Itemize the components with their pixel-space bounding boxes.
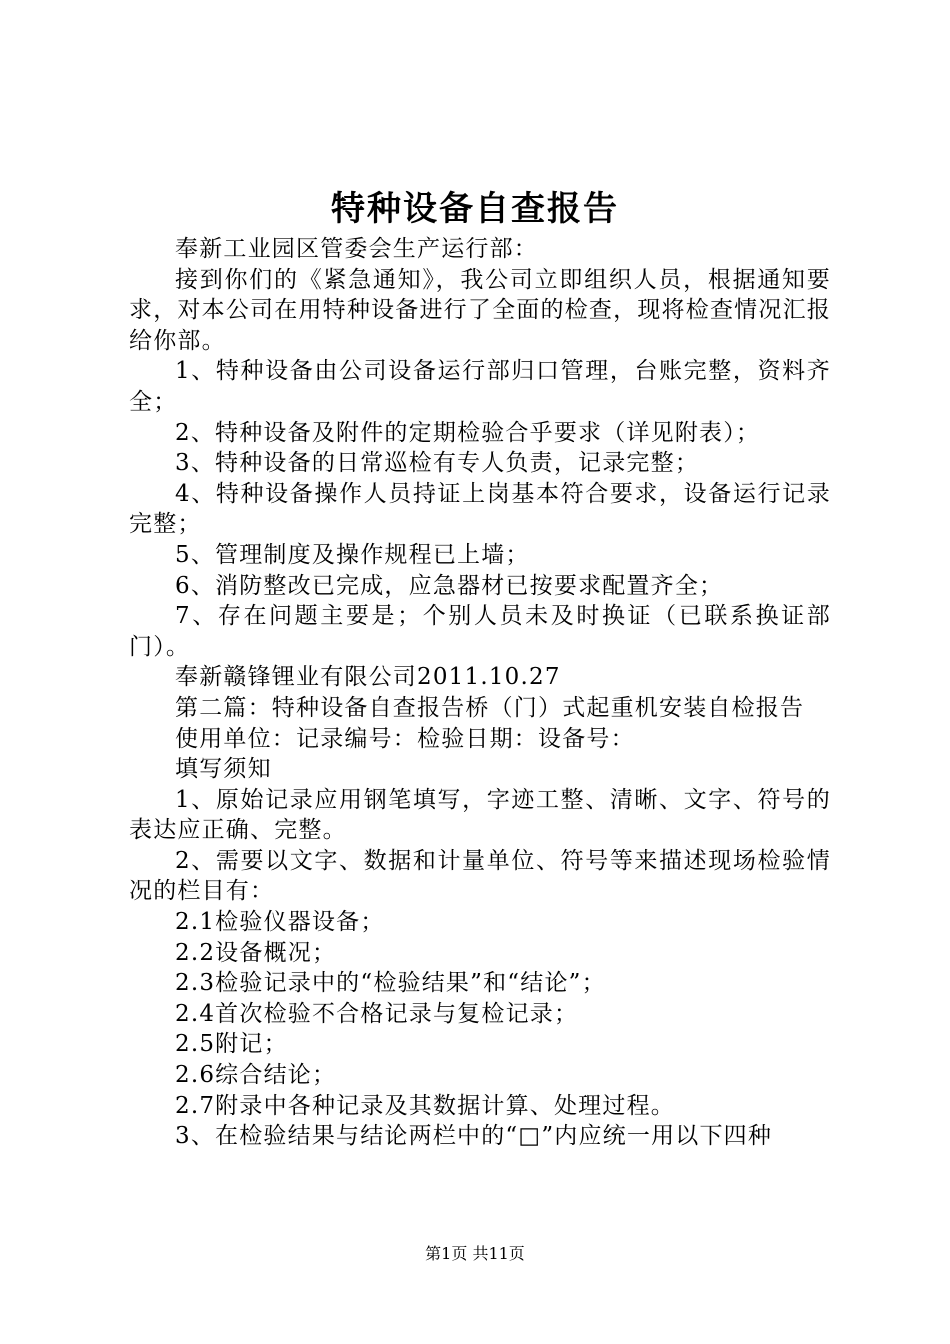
paragraph: 填写须知 bbox=[175, 756, 272, 783]
paragraph: 第二篇：特种设备自查报告桥（门）式起重机安装自检报告 bbox=[175, 694, 805, 721]
paragraph: 5、管理制度及操作规程已上墙； bbox=[175, 541, 530, 568]
paragraph: 3、特种设备的日常巡检有专人负责，记录完整； bbox=[175, 450, 700, 477]
paragraph: 6、消防整改已完成，应急器材已按要求配置齐全； bbox=[175, 572, 724, 599]
paragraph: 2.6综合结论； bbox=[175, 1062, 337, 1089]
document-body bbox=[129, 234, 831, 1152]
paragraph: 7、存在问题主要是；个别人员未及时换证（已联系换证部门）。 bbox=[129, 603, 831, 660]
document-title: 特种设备自查报告 bbox=[331, 189, 619, 229]
paragraph: 2.3检验记录中的“检验结果”和“结论”； bbox=[175, 970, 606, 997]
paragraph: 1、特种设备由公司设备运行部归口管理，台账完整，资料齐全； bbox=[129, 358, 831, 415]
paragraph: 使用单位：记录编号：检验日期：设备号： bbox=[175, 725, 635, 752]
paragraph: 2.7附录中各种记录及其数据计算、处理过程。 bbox=[175, 1092, 675, 1119]
paragraph: 接到你们的《紧急通知》，我公司立即组织人员，根据通知要求，对本公司在用特种设备进行了全面的检查，现将检查情况汇报给你部。 bbox=[129, 266, 831, 354]
paragraph: 奉新赣锋锂业有限公司2011.10.27 bbox=[175, 664, 561, 691]
paragraph: 2.5附记； bbox=[175, 1031, 288, 1058]
paragraph: 4、特种设备操作人员持证上岗基本符合要求，设备运行记录完整； bbox=[129, 480, 831, 538]
page-number-footer: 第1页 共11页 bbox=[425, 1244, 525, 1263]
paragraph: 奉新工业园区管委会生产运行部： bbox=[175, 236, 538, 262]
paragraph: 2.2设备概况； bbox=[175, 939, 337, 966]
paragraph: 2、特种设备及附件的定期检验合乎要求（详见附表）； bbox=[175, 419, 761, 446]
paragraph: 2.1检验仪器设备； bbox=[175, 909, 385, 936]
paragraph: 1、原始记录应用钢笔填写，字迹工整、清晰、文字、符号的表达应正确、完整。 bbox=[129, 786, 831, 844]
paragraph: 2、需要以文字、数据和计量单位、符号等来描述现场检验情况的栏目有： bbox=[129, 847, 831, 905]
paragraph: 2.4首次检验不合格记录与复检记录； bbox=[175, 1000, 579, 1027]
paragraph: 3、在检验结果与结论两栏中的“□”内应统一用以下四种 bbox=[175, 1123, 773, 1150]
